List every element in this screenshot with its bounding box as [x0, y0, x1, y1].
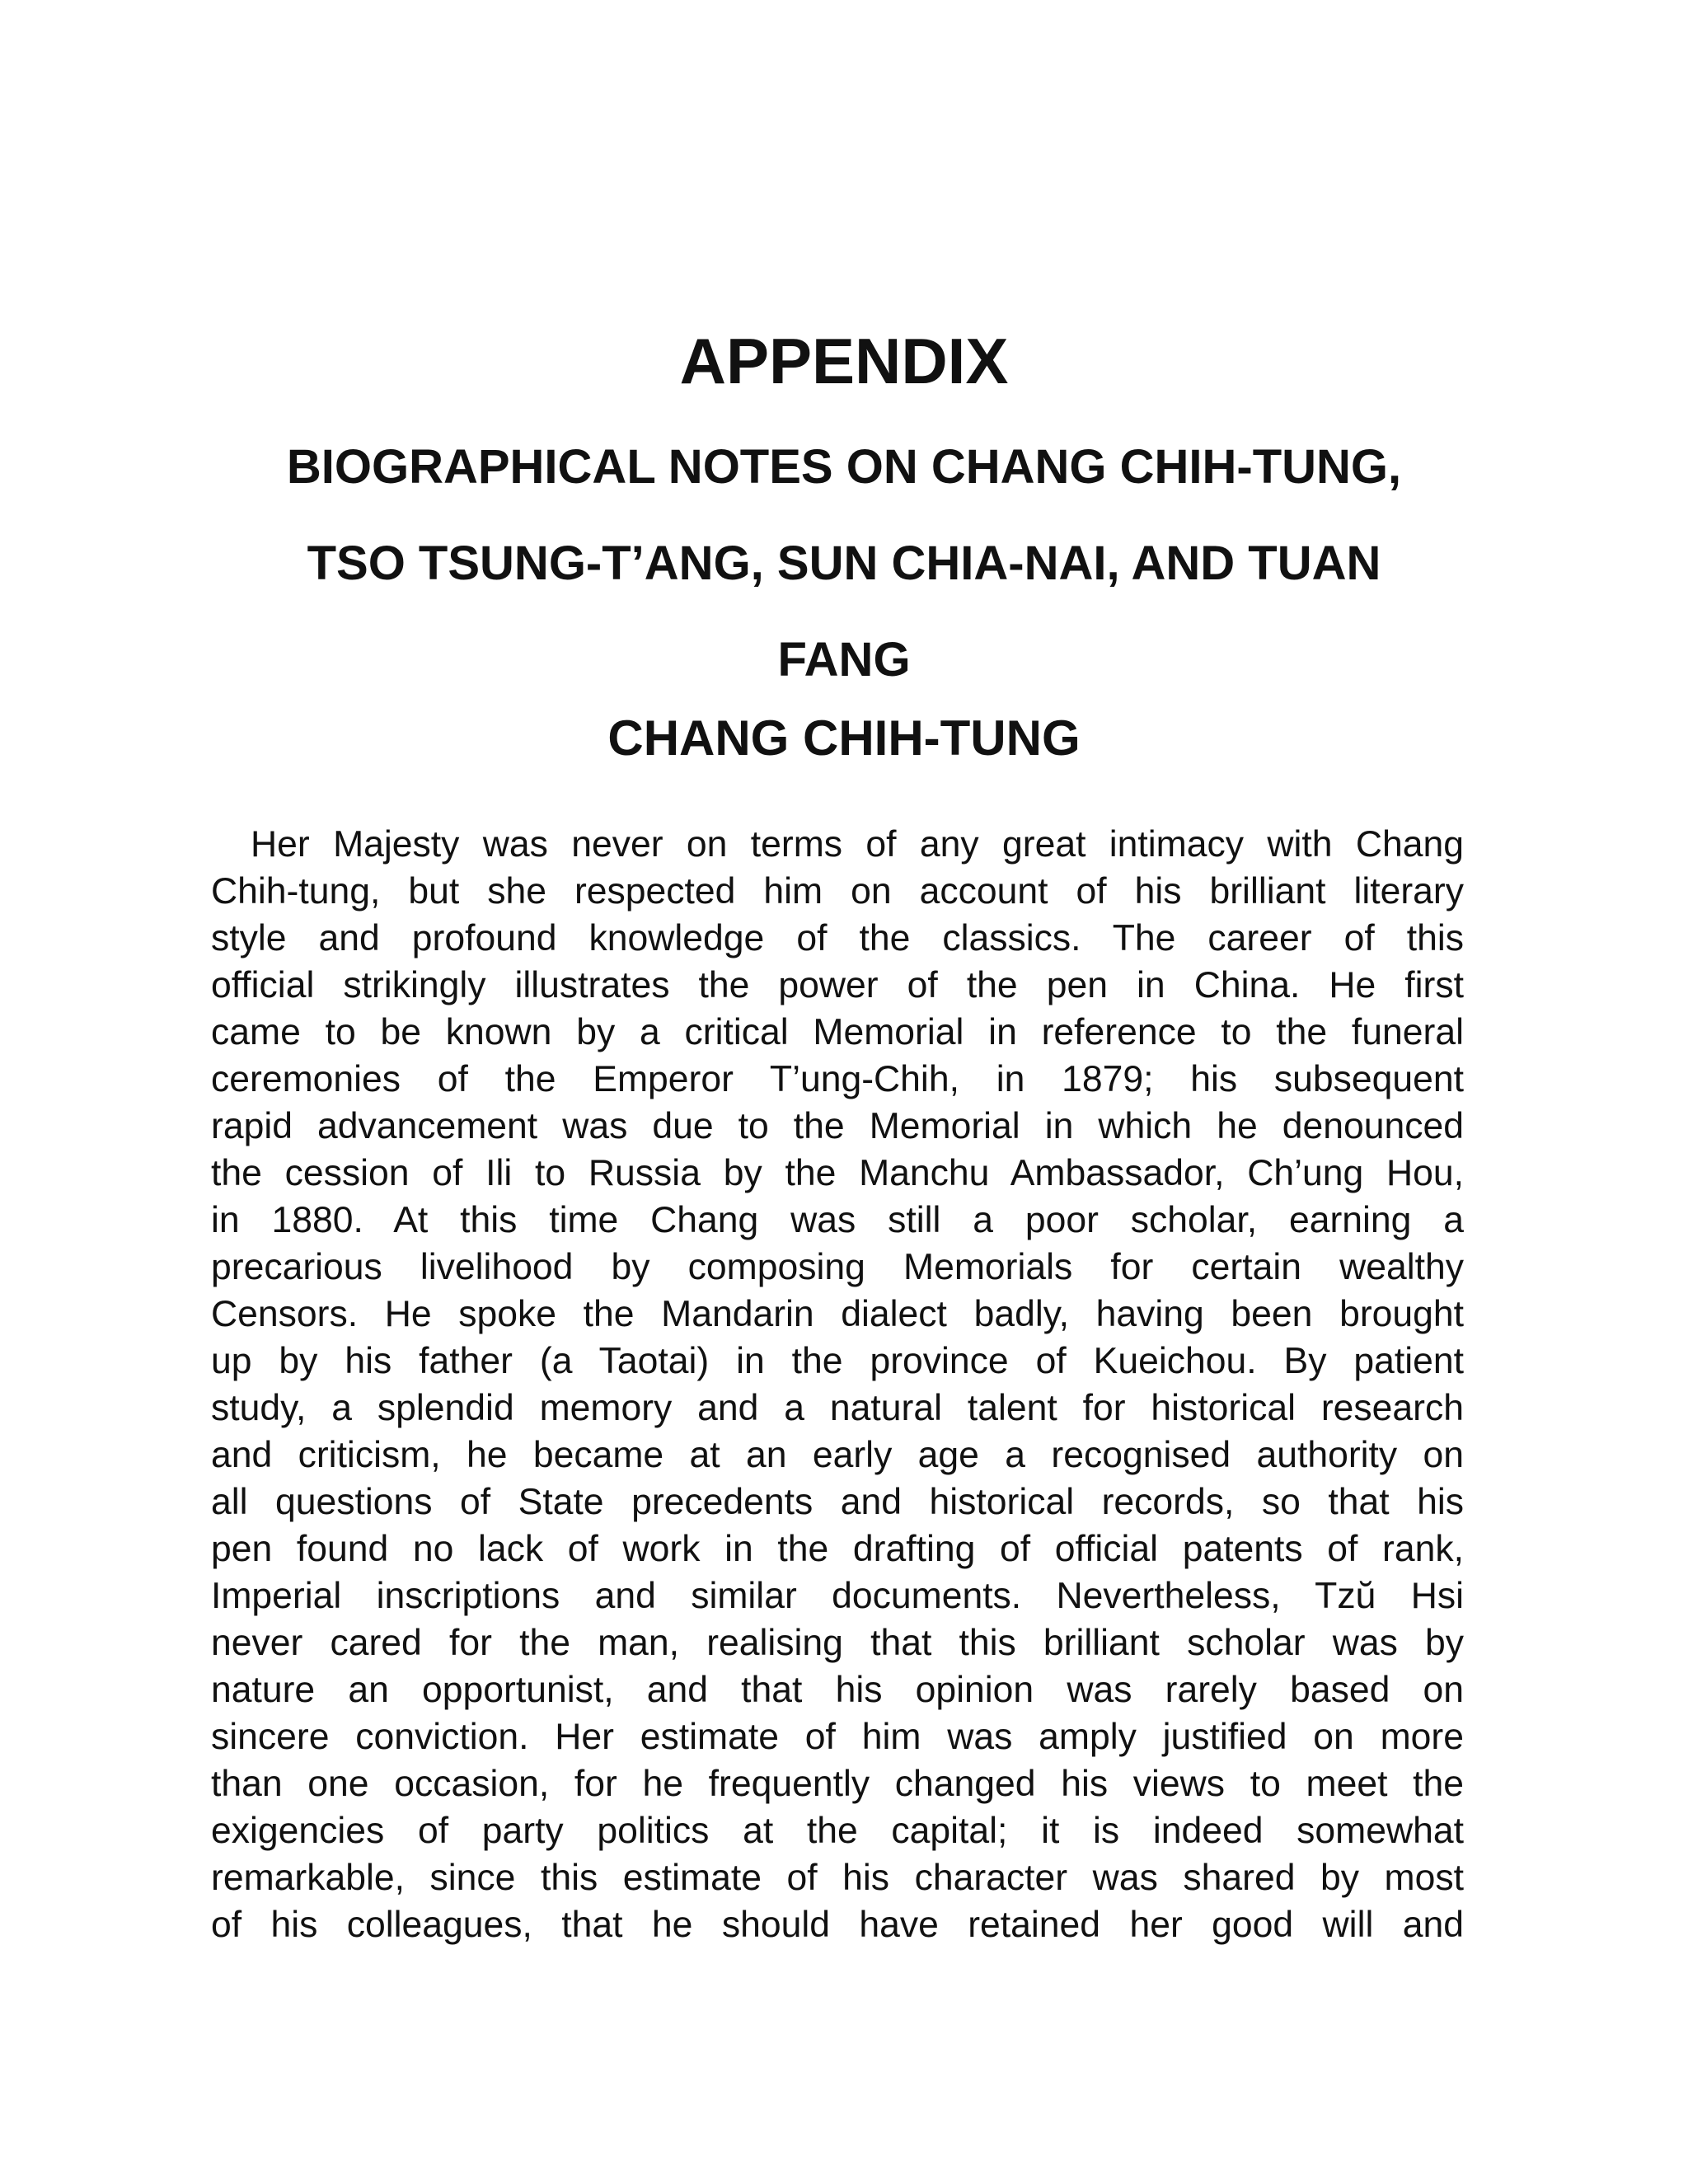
paragraph-line: sincere conviction. Her estimate of him was amply justified on more	[211, 1717, 1464, 1757]
subtitle-line: BIOGRAPHICAL NOTES ON CHANG CHIH-TUNG,	[286, 440, 1402, 494]
paragraph-line: pen found no lack of work in the drafting of official patents of rank,	[211, 1529, 1464, 1569]
paragraph-line: exigencies of party politics at the capital; it is indeed somewhat	[211, 1811, 1464, 1851]
paragraph-line: all questions of State precedents and historical records, so that his	[211, 1482, 1464, 1522]
section-heading: CHANG CHIH-TUNG	[607, 710, 1081, 766]
paragraph-line: never cared for the man, realising that this brilliant scholar was by	[211, 1623, 1464, 1663]
paragraph-line: official strikingly illustrates the power of the pen in China. He first	[211, 965, 1464, 1005]
body-paragraph	[211, 821, 1464, 1948]
paragraph-line: Imperial inscriptions and similar documents. Nevertheless, Tzŭ Hsi	[211, 1576, 1464, 1616]
paragraph-line: Her Majesty was never on terms of any great intimacy with Chang	[251, 824, 1464, 865]
paragraph-line: precarious livelihood by composing Memorials for certain wealthy	[211, 1247, 1464, 1287]
paragraph-line: of his colleagues, that he should have retained her good will and	[211, 1905, 1464, 1945]
appendix-subtitle	[206, 419, 1482, 708]
paragraph-line: ceremonies of the Emperor T’ung-Chih, in 1879; his subsequent	[211, 1059, 1464, 1099]
paragraph-line: Censors. He spoke the Mandarin dialect badly, having been brought	[211, 1294, 1464, 1334]
paragraph-line: up by his father (a Taotai) in the province of Kueichou. By patient	[211, 1341, 1464, 1381]
paragraph-line: style and profound knowledge of the classics. The career of this	[211, 918, 1464, 958]
paragraph-line: nature an opportunist, and that his opinion was rarely based on	[211, 1670, 1464, 1710]
paragraph-line: came to be known by a critical Memorial in reference to the funeral	[211, 1012, 1464, 1052]
paragraph-line: remarkable, since this estimate of his character was shared by most	[211, 1858, 1464, 1898]
appendix-title: APPENDIX	[679, 325, 1009, 397]
subtitle-line: FANG	[777, 633, 911, 687]
paragraph-line: in 1880. At this time Chang was still a poor scholar, earning a	[211, 1200, 1464, 1240]
paragraph-line: the cession of Ili to Russia by the Manchu Ambassador, Ch’ung Hou,	[211, 1153, 1464, 1193]
subtitle-line: TSO TSUNG-T’ANG, SUN CHIA-NAI, AND TUAN	[307, 537, 1381, 590]
paragraph-line: rapid advancement was due to the Memorial in which he denounced	[211, 1106, 1464, 1146]
paragraph-line: Chih-tung, but she respected him on account of his brilliant literary	[211, 871, 1464, 912]
paragraph-line: study, a splendid memory and a natural talent for historical research	[211, 1388, 1464, 1428]
paragraph-line: than one occasion, for he frequently changed his views to meet the	[211, 1764, 1464, 1804]
paragraph-line: and criticism, he became at an early age a recognised authority on	[211, 1435, 1464, 1475]
